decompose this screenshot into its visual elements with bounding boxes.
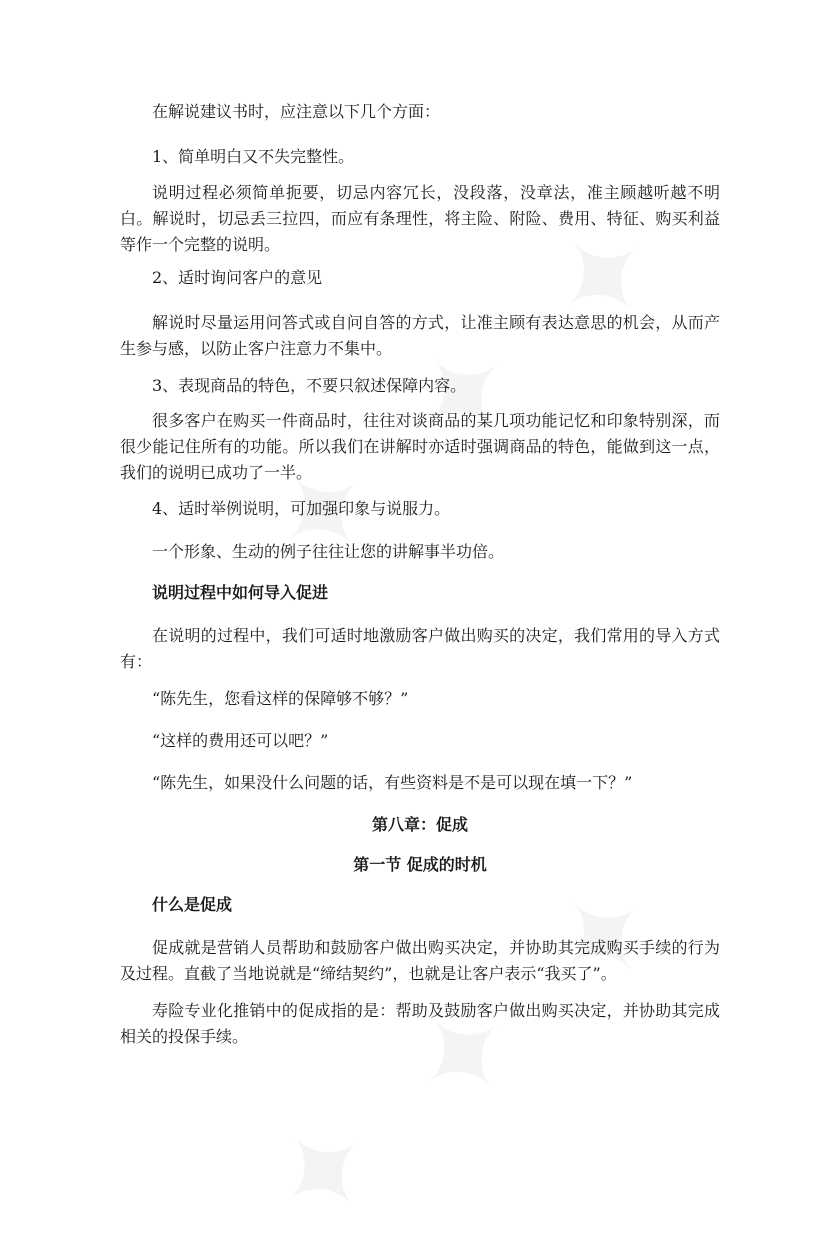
paragraph: 在说明的过程中，我们可适时地激励客户做出购买的决定，我们常用的导入方式有： xyxy=(120,626,720,671)
paragraph: 寿险专业化推销中的促成指的是：帮助及鼓励客户做出购买决定，并协助其完成相关的投保手续。 xyxy=(120,1001,720,1046)
section-heading: 什么是促成 xyxy=(152,895,233,914)
quote: “这样的费用还可以吧？” xyxy=(152,731,329,750)
section-title: 第一节 促成的时机 xyxy=(353,855,487,874)
paragraph: 解说时尽量运用问答式或自问自答的方式，让准主顾有表达意思的机会，从而产生参与感，以防止客户注意力不集中。 xyxy=(120,313,720,358)
paragraph: 一个形象、生动的例子往往让您的讲解事半功倍。 xyxy=(152,542,505,561)
chapter-title: 第八章：促成 xyxy=(371,815,468,834)
quote: “陈先生，如果没什么问题的话，有些资料是不是可以现在填一下？” xyxy=(152,773,633,792)
quote: “陈先生，您看这样的保障够不够？” xyxy=(152,689,409,708)
paragraph: 很多客户在购买一件商品时，往往对谈商品的某几项功能记忆和印象特别深，而很少能记住所有的功能。所以我们在讲解时亦适时强调商品的特色，能做到这一点，我们的说明已成功了一半。 xyxy=(120,411,720,482)
paragraph: 在解说建议书时，应注意以下几个方面： xyxy=(152,102,441,121)
list-item: 1、简单明白又不失完整性。 xyxy=(152,147,355,166)
paragraph: 说明过程必须简单扼要，切忌内容冗长，没段落，没章法，准主顾越听越不明白。解说时，切忌丢三拉四，而应有条理性，将主险、附险、费用、特征、购买利益等作一个完整的说明。 xyxy=(120,183,720,254)
list-item: 4、适时举例说明，可加强印象与说服力。 xyxy=(152,499,451,518)
section-heading: 说明过程中如何导入促进 xyxy=(152,583,329,602)
list-item: 3、表现商品的特色，不要只叙述保障内容。 xyxy=(152,376,467,395)
paragraph: 促成就是营销人员帮助和鼓励客户做出购买决定，并协助其完成购买手续的行为及过程。直截了当地说就是“缔结契约”，也就是让客户表示“我买了”。 xyxy=(120,938,720,983)
list-item: 2、适时询问客户的意见 xyxy=(152,268,323,287)
